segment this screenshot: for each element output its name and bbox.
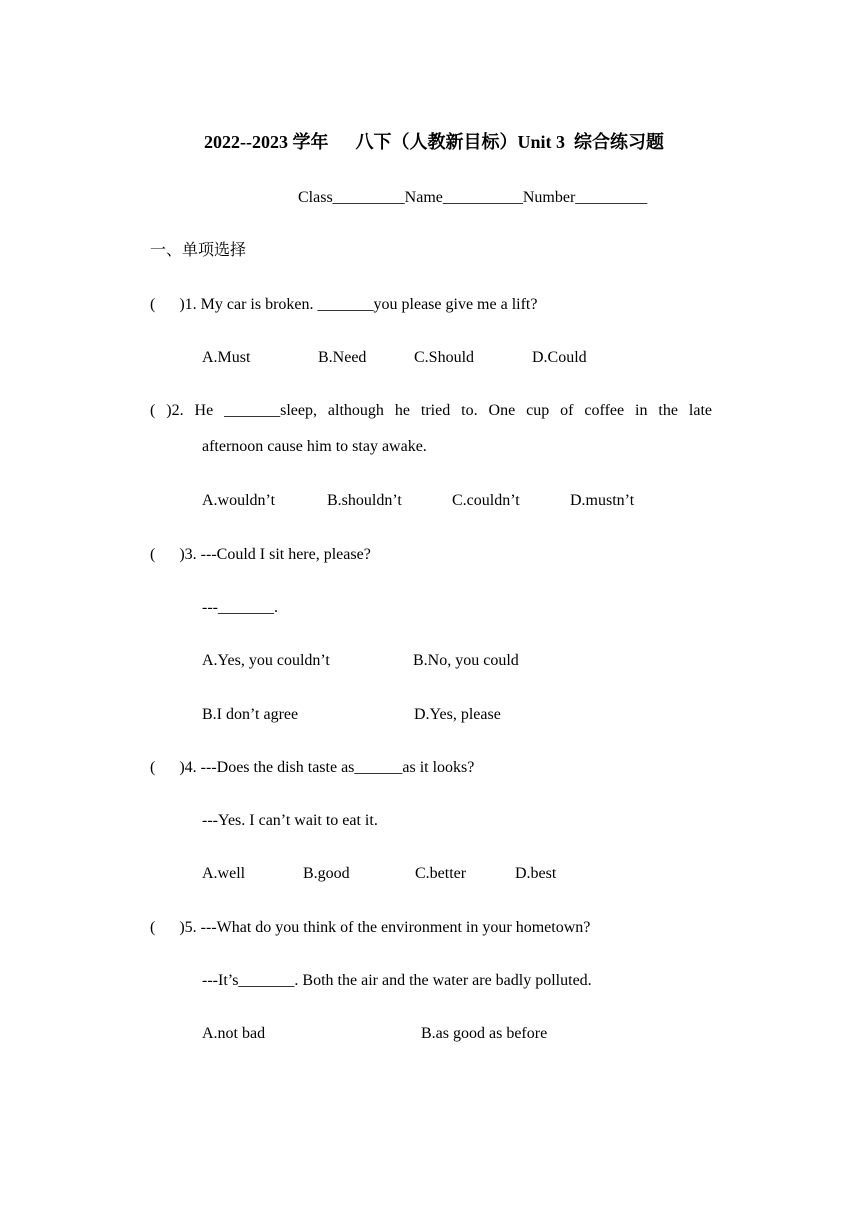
section-heading: 一、单项选择 [150,242,247,259]
option-b: B.as good as before [421,1025,548,1042]
option-b: B.Need [318,349,367,366]
option-d: D.best [515,865,557,882]
option-a: A.not bad [202,1025,266,1042]
option-c: C.Should [414,349,475,366]
option-c: C.better [415,865,467,882]
option-c: B.I don’t agree [202,706,299,723]
question-stem: ( )1. My car is broken. _______you please give me a lift? [150,296,538,313]
dialogue-reply: ---It’s_______. Both the air and the water are badly polluted. [202,972,592,989]
student-info-line: Class_________Name__________Number_________ [298,189,648,206]
option-c: C.couldn’t [452,492,520,509]
option-a: A.well [202,865,246,882]
option-b: B.good [303,865,350,882]
question-stem: ( )4. ---Does the dish taste as______as it looks? [150,759,475,776]
dialogue-reply: ---_______. [202,599,278,616]
question-stem-continued: afternoon cause him to stay awake. [202,438,427,455]
option-a: A.Must [202,349,251,366]
option-b: B.No, you could [413,652,519,669]
option-d: D.Could [532,349,587,366]
option-a: A.wouldn’t [202,492,276,509]
question-stem: ( )2. He _______sleep, although he tried to. One cup of coffee in the late [150,402,712,419]
option-b: B.shouldn’t [327,492,402,509]
dialogue-reply: ---Yes. I can’t wait to eat it. [202,812,378,829]
option-d: D.Yes, please [414,706,501,723]
question-stem: ( )5. ---What do you think of the environment in your hometown? [150,919,591,936]
question-stem: ( )3. ---Could I sit here, please? [150,546,371,563]
option-a: A.Yes, you couldn’t [202,652,330,669]
page-title: 2022--2023 学年 八下（人教新目标）Unit 3 综合练习题 [204,132,664,152]
option-d: D.mustn’t [570,492,635,509]
